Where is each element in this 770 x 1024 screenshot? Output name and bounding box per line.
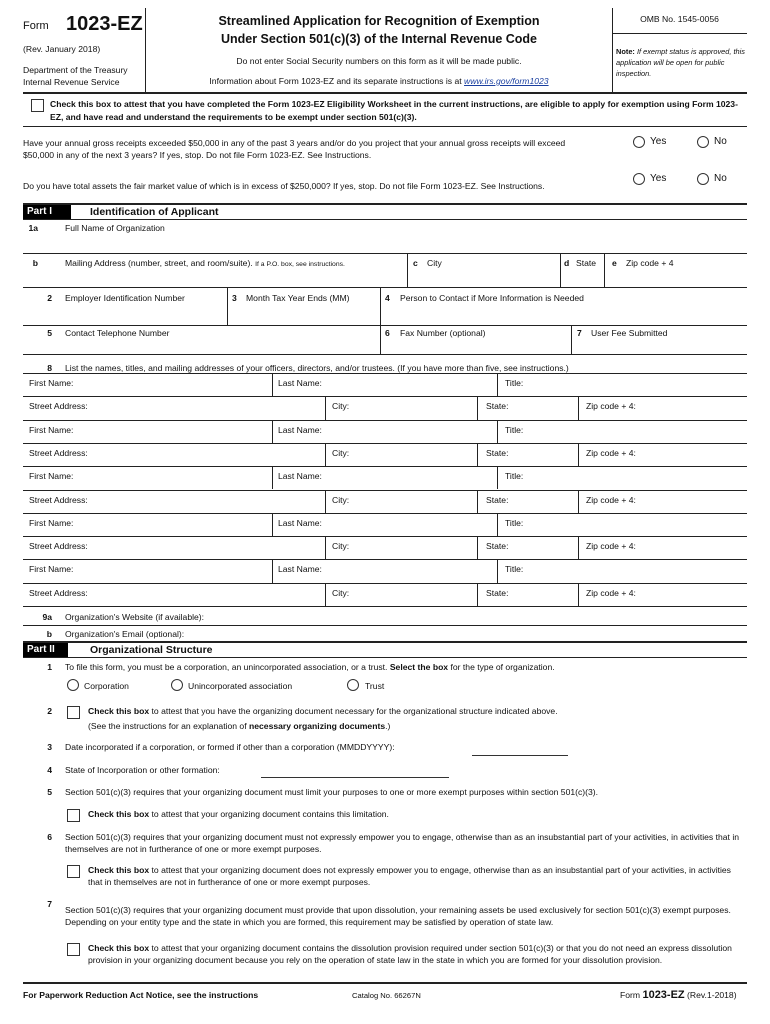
organizing-document-checkbox[interactable] [67,706,80,719]
organizing-document-subtext [88,721,390,731]
p2-line-3-number: 3 [47,742,52,752]
officer-4-city-label: City: [332,541,350,552]
officer-2-zip-label: Zip code + 4: [586,447,636,458]
date-incorporated-label: Date incorporated if a corporation, or formed if other than a corporation (MMDDYYYY): [65,742,395,752]
line-7-number: 7 [577,328,582,338]
state-of-incorporation-field[interactable] [261,777,449,778]
line-1a-number: 1a [28,223,38,233]
officers-instruction: List the names, titles, and mailing addresses of your officers, directors, and/or trustees. (If you have more than five, see instructions.) [65,363,569,373]
officer-2-title-label: Title: [505,424,524,435]
unincorporated-label: Unincorporated association [188,681,293,691]
line-3-number: 3 [232,293,237,303]
catalog-number: Catalog No. 66267N [352,991,421,1000]
user-fee-label: User Fee Submitted [591,328,668,338]
line-9b-number: b [46,629,52,639]
officer-3-first-name-label: First Name: [29,471,74,482]
form-word: Form [23,20,49,32]
officer-4-title-label: Title: [505,517,524,528]
line-5-number: 5 [47,328,52,338]
org-type-instruction-text: To file this form, you must be a corporation, an unincorporated association, or a trust. [65,662,388,672]
website-label: Organization's Website (if available): [65,612,205,622]
organizing-document-attest: to attest that you have the organizing document necessary for the organizational structure indicated above. [151,706,558,716]
mailing-address-label [65,258,345,268]
corporation-label: Corporation [84,681,129,691]
officer-3-state-label: State: [486,494,509,505]
line-4-number: 4 [385,293,390,303]
line-2-number: 2 [47,293,52,303]
line-9a-number: 9a [42,612,52,622]
dept-line-1: Department of the Treasury [23,65,128,75]
organizing-document-sub-post: .) [385,721,391,731]
ssn-notice: Do not enter Social Security numbers on this form as it will be made public. [236,56,522,66]
line-8-number: 8 [47,363,52,373]
officer-5-street-label: Street Address: [29,587,88,598]
gross-receipts-question-line-1: Have your annual gross receipts exceeded $50,000 in any of the past 3 years and/or do you project that your annual gross receipts will exceed [23,138,566,148]
officer-1-street-label: Street Address: [29,401,88,412]
total-assets-no-label: No [714,173,727,184]
officer-1-city-label: City: [332,401,350,412]
contact-person-label: Person to Contact if More Information is Needed [400,293,584,303]
info-line [150,76,608,86]
form-title-line-2: Under Section 501(c)(3) of the Internal Revenue Code [220,32,538,46]
gross-receipts-yes-label: Yes [650,136,667,147]
check-this-box-label: Check this box [88,865,150,875]
gross-receipts-yes-radio[interactable] [633,136,645,148]
line-1c-number: c [413,258,418,268]
officer-2-last-name-label: Last Name: [278,424,322,435]
state-label: State [576,258,597,268]
dissolution-requirement: Section 501(c)(3) requires that your organizing document must provide that upon dissolution, your remaining assets be used exclusively for section 501(c)(3) exempt purposes. Depending on your entity type and the state in which you are formed, this requirement may be satisfied by operation of state law. [65,905,731,927]
officer-5-zip-label: Zip code + 4: [586,587,636,598]
part-2-tag: Part II [23,643,68,657]
officer-3-street-label: Street Address: [29,494,88,505]
p2-line-4-number: 4 [47,765,52,775]
purposes-requirement: Section 501(c)(3) requires that your organizing document must limit your purposes to one or more exempt purposes within section 501(c)(3). [65,787,599,797]
fax-number-label: Fax Number (optional) [400,328,486,338]
org-type-instruction-tail: for the type of organization. [450,662,555,672]
officer-1-state-label: State: [486,401,509,412]
public-note [616,46,748,79]
corporation-radio[interactable] [67,679,79,691]
footer-form-number: 1023-EZ [642,989,685,1001]
officer-2-city-label: City: [332,447,350,458]
paperwork-notice: For Paperwork Reduction Act Notice, see the instructions [23,990,259,1000]
trust-label: Trust [365,681,385,691]
total-assets-question: Do you have total assets the fair market value of which is in excess of $250,000? If yes, stop. Do not file Form 1023-EZ. See Instructions. [23,181,545,191]
date-incorporated-field[interactable] [472,755,568,756]
info-link[interactable]: www.irs.gov/form1023 [464,76,549,86]
ein-label: Employer Identification Number [65,293,185,303]
gross-receipts-question-line-2: $50,000 in any of the next 3 years? If yes, stop. Do not file Form 1023-EZ. See Instructions. [23,150,372,160]
note-text: If exempt status is approved, this application will be open for public inspection. [616,47,745,78]
part-1-title: Identification of Applicant [90,206,219,218]
p2-line-5-number: 5 [47,787,52,797]
organizing-document-text [88,706,558,716]
p2-line-1-number: 1 [47,662,52,672]
form-title-line-1: Streamlined Application for Recognition of Exemption [218,14,540,28]
org-name-label: Full Name of Organization [65,223,165,233]
line-1e-number: e [612,258,617,268]
purposes-limitation-attest: to attest that your organizing document contains this limitation. [151,809,389,819]
dissolution-provision-attest: to attest that your organizing document contains the dissolution provision required under section 501(c)(3) or that you do not need an express dissolution provision in your organizing document because you rely on the operation of state law in the state in which you are formed for your dissolution provision. [88,943,732,965]
dept-line-2: Internal Revenue Service [23,77,120,87]
footer-revision: (Rev.1-2018) [687,990,737,1000]
officer-4-street-label: Street Address: [29,541,88,552]
org-name-field[interactable] [60,233,747,251]
officer-4-last-name-label: Last Name: [278,517,322,528]
dissolution-provision-checkbox[interactable] [67,943,80,956]
officer-5-last-name-label: Last Name: [278,564,322,575]
officer-5-title-label: Title: [505,564,524,575]
officer-1-title-label: Title: [505,378,524,388]
check-this-box-label: Check this box [88,943,150,953]
officer-1-last-name-label: Last Name: [278,378,322,388]
email-label: Organization's Email (optional): [65,629,185,639]
officer-1-first-name-label: First Name: [29,378,74,388]
state-of-incorporation-label: State of Incorporation or other formation: [65,765,220,775]
org-type-instruction-bold: Select the box [389,662,449,672]
organizing-document-sub-bold: necessary organizing documents [249,721,386,731]
trust-radio[interactable] [347,679,359,691]
officer-2-state-label: State: [486,447,509,458]
line-1b-number: b [32,258,38,268]
zip-label: Zip code + 4 [626,258,674,268]
total-assets-yes-radio[interactable] [633,173,645,185]
org-type-instruction [65,662,555,672]
footer-form-word: Form [620,990,641,1000]
total-assets-yes-label: Yes [650,173,667,184]
officer-1-zip-label: Zip code + 4: [586,401,636,412]
contact-phone-label: Contact Telephone Number [65,328,170,338]
revision-date: (Rev. January 2018) [23,44,101,54]
officer-5-city-label: City: [332,587,350,598]
purposes-limitation-text [88,809,389,819]
check-this-box-label: Check this box [88,809,150,819]
p2-line-7-number: 7 [47,899,52,909]
city-label: City [427,258,442,268]
officer-5-first-name-label: First Name: [29,564,74,575]
officer-4-zip-label: Zip code + 4: [586,541,636,552]
info-prefix: Information about Form 1023-EZ and its separate instructions is at [209,76,462,86]
gross-receipts-no-radio[interactable] [697,136,709,148]
gross-receipts-no-label: No [714,136,727,147]
organizing-document-sub-pre: (See the instructions for an explanation of [88,721,247,731]
officer-3-zip-label: Zip code + 4: [586,494,636,505]
officer-5-state-label: State: [486,587,509,598]
mailing-address-text: Mailing Address (number, street, and room/suite). [65,258,253,268]
p2-line-6-number: 6 [47,832,52,842]
eligibility-attest-text: Check this box to attest that you have completed the Form 1023-EZ Eligibility Worksheet in the current instructions, are eligible to apply for exemption using Form 1023-EZ, and have read and understand the requirements to be exempt under section 501(c)(3). [50,99,738,122]
dissolution-provision-text [88,942,738,966]
officer-4-state-label: State: [486,541,509,552]
empowerment-requirement: Section 501(c)(3) requires that your organizing document must not expressly empower you to engage, otherwise than as an insubstantial part of your activities, in activities that in themselves are not in furtherance of one or more exempt purposes. [65,832,740,854]
purposes-limitation-checkbox[interactable] [67,809,80,822]
line-1d-number: d [564,258,570,268]
no-empowerment-attest: to attest that your organizing document does not expressly empower you to engage, otherwise than as an insubstantial part of your activities, in activities that in themselves are not in furtherance of one or more exempt purposes. [88,865,731,887]
part-1-tag: Part I [23,205,71,219]
form-number: 1023-EZ [66,13,143,35]
total-assets-no-radio[interactable] [697,173,709,185]
note-label: Note: [616,47,635,56]
p2-line-2-number: 2 [47,706,52,716]
officer-3-last-name-label: Last Name: [278,471,322,482]
officer-2-first-name-label: First Name: [29,424,74,435]
unincorporated-radio[interactable] [171,679,183,691]
line-6-number: 6 [385,328,390,338]
footer-form-id [620,989,737,1001]
no-empowerment-checkbox[interactable] [67,865,80,878]
no-empowerment-text [88,864,738,888]
check-this-box-label: Check this box [88,706,150,716]
eligibility-attest-checkbox[interactable] [31,99,44,112]
officer-3-title-label: Title: [505,471,524,482]
officer-2-street-label: Street Address: [29,447,88,458]
officer-4-first-name-label: First Name: [29,517,74,528]
omb-number: OMB No. 1545-0056 [640,14,719,24]
officer-3-city-label: City: [332,494,350,505]
mailing-address-note: If a P.O. box, see instructions. [255,261,345,268]
part-2-title: Organizational Structure [90,644,213,656]
tax-year-end-label: Month Tax Year Ends (MM) [246,293,350,303]
